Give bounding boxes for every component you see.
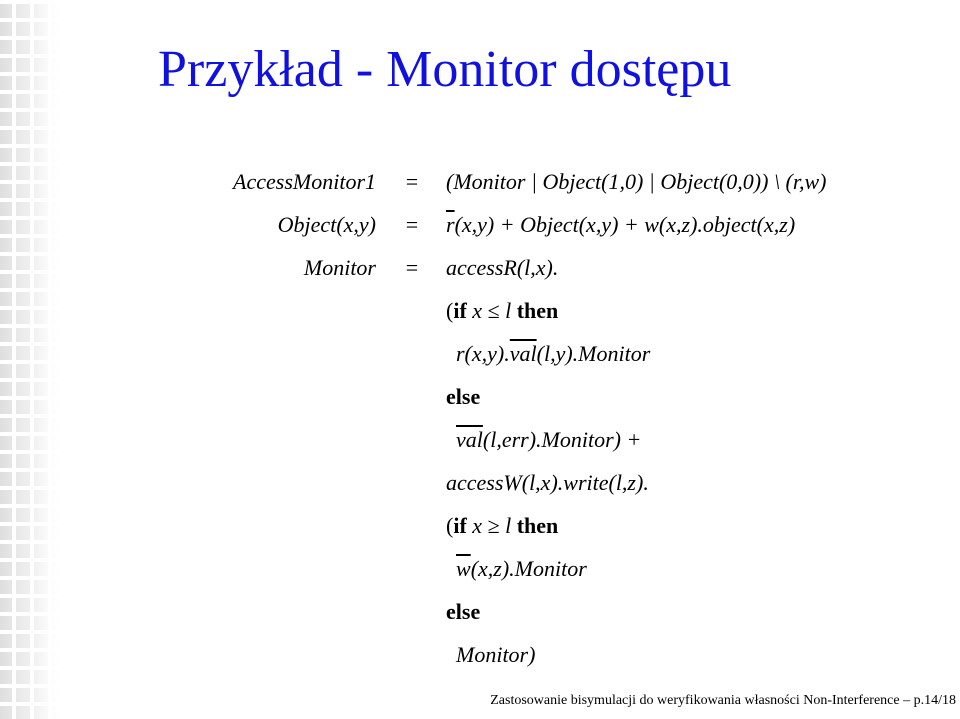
else-line-2: else <box>446 599 481 624</box>
eq2-rhs: $\overline{r}(x,y)$ + Object(x,y) + w(x,z).object(x,z) <box>446 212 796 237</box>
else-line-1: else <box>446 384 481 409</box>
access-write-line: accessW(l,x).write(l,z). <box>446 470 649 495</box>
slide-decoration-strip <box>0 0 60 719</box>
if-read-line: (if x ≤ l then <box>446 298 559 323</box>
read-error-line: $\overline{val}(l,err).Monitor$) + <box>456 427 642 452</box>
monitor-close-line: Monitor) <box>456 642 536 667</box>
slide-title: Przykład - Monitor dostępu <box>158 41 732 98</box>
read-ok-line: $r(x,y).\overline{val}(l,y).Monitor$ <box>456 341 651 366</box>
eq1-operator: = <box>405 169 419 194</box>
eq3-lhs: Monitor <box>303 255 376 280</box>
eq2-lhs: Object(x,y) <box>277 212 376 237</box>
eq2-operator: = <box>405 212 419 237</box>
eq1-lhs: AccessMonitor1 <box>233 169 376 194</box>
eq3-operator: = <box>405 255 419 280</box>
slide-footer: Zastosowanie bisymulacji do weryfikowania własności Non-Interference – p.14/18 <box>490 693 956 708</box>
eq3-rhs: accessR(l,x). <box>446 255 559 280</box>
write-ok-line: $\overline{w}(x,z).Monitor$ <box>456 556 587 581</box>
if-write-line: (if x ≥ l then <box>446 513 559 538</box>
eq1-rhs: (Monitor | Object(1,0) | Object(0,0)) \ (r,w) <box>446 169 827 194</box>
